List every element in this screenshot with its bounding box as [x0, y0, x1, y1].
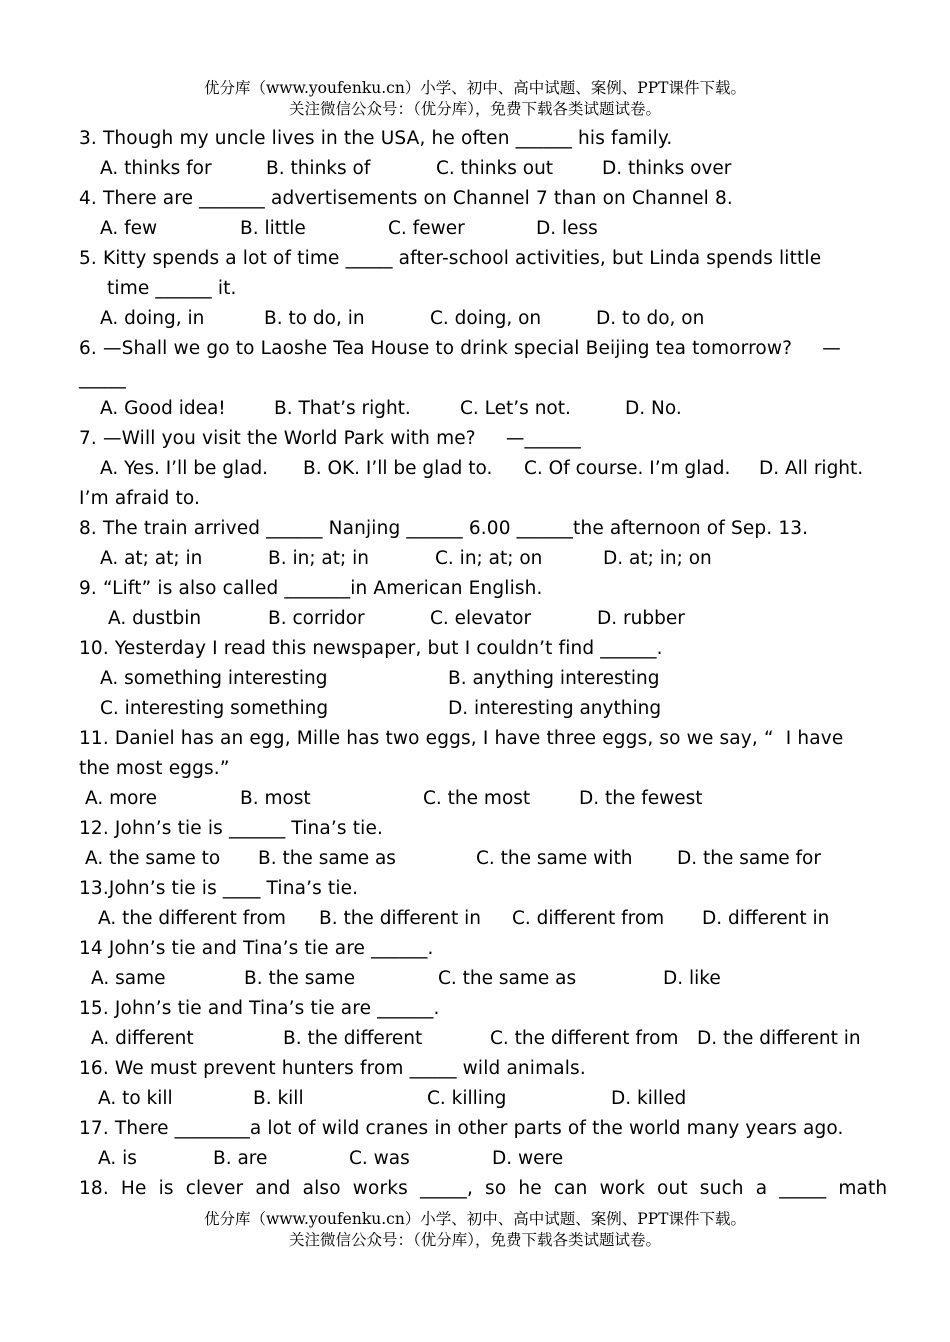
question-15-option-a: A. different: [91, 1028, 194, 1049]
question-16-option-b: B. kill: [253, 1088, 304, 1109]
question-6-answer-blank: _____: [79, 368, 126, 389]
question-10-option-d: D. interesting anything: [448, 698, 662, 719]
question-7-option-d: D. All right.: [759, 458, 864, 479]
question-5-option-d: D. to do, on: [596, 308, 705, 329]
question-11-option-d: D. the fewest: [579, 788, 703, 809]
question-5-option-a: A. doing, in: [100, 308, 205, 329]
question-4-option-a: A. few: [100, 218, 158, 239]
question-10-stem: 10. Yesterday I read this newspaper, but I couldn’t find ______.: [79, 638, 663, 659]
question-12-option-c: C. the same with: [476, 848, 633, 869]
question-13-option-b: B. the different in: [319, 908, 482, 929]
question-7-option-c: C. Of course. I’m glad.: [524, 458, 731, 479]
question-3-option-d: D. thinks over: [602, 158, 732, 179]
question-9-option-b: B. corridor: [268, 608, 365, 629]
question-16-option-d: D. killed: [611, 1088, 687, 1109]
question-5-option-c: C. doing, on: [430, 308, 542, 329]
question-11-option-c: C. the most: [423, 788, 531, 809]
question-11-option-b: B. most: [240, 788, 311, 809]
page-footer-line-1: 优分库（www.youfenku.cn）小学、初中、高中试题、案例、PPT课件下载。: [203, 1210, 747, 1228]
question-13-option-a: A. the different from: [98, 908, 286, 929]
question-14-stem: 14 John’s tie and Tina’s tie are ______.: [79, 938, 434, 959]
question-6-option-d: D. No.: [625, 398, 682, 419]
question-17-option-d: D. were: [492, 1148, 564, 1169]
question-17-option-c: C. was: [349, 1148, 410, 1169]
question-14-option-c: C. the same as: [438, 968, 577, 989]
question-10-option-c: C. interesting something: [100, 698, 329, 719]
question-3-option-b: B. thinks of: [266, 158, 371, 179]
question-15-option-b: B. the different: [283, 1028, 423, 1049]
question-10-option-b: B. anything interesting: [448, 668, 660, 689]
question-8-stem: 8. The train arrived ______ Nanjing ______ 6.00 ______the afternoon of Sep. 13.: [79, 518, 809, 539]
question-9-option-c: C. elevator: [430, 608, 532, 629]
question-5-stem: 5. Kitty spends a lot of time _____ after-school activities, but Linda spends little: [79, 248, 822, 269]
question-16-stem: 16. We must prevent hunters from _____ wild animals.: [79, 1058, 586, 1079]
question-6-option-c: C. Let’s not.: [460, 398, 571, 419]
question-14-option-b: B. the same: [244, 968, 356, 989]
question-11-stem-continued: the most eggs.”: [79, 758, 230, 779]
question-18-stem: 18. He is clever and also works _____, so he can work out such a _____ math: [79, 1178, 888, 1199]
question-13-stem: 13.John’s tie is ____ Tina’s tie.: [79, 878, 359, 899]
question-15-option-c: C. the different from: [490, 1028, 679, 1049]
question-4-stem: 4. There are _______ advertisements on Channel 7 than on Channel 8.: [79, 188, 733, 209]
question-5-option-b: B. to do, in: [264, 308, 365, 329]
question-12-option-d: D. the same for: [677, 848, 821, 869]
question-7-stem: 7. —Will you visit the World Park with me? —______: [79, 428, 581, 449]
question-15-option-d: D. the different in: [697, 1028, 861, 1049]
question-6-stem: 6. —Shall we go to Laoshe Tea House to drink special Beijing tea tomorrow? —: [79, 338, 841, 359]
question-17-stem: 17. There ________a lot of wild cranes in other parts of the world many years ago.: [79, 1118, 844, 1139]
question-9-option-a: A. dustbin: [108, 608, 202, 629]
question-6-option-b: B. That’s right.: [274, 398, 411, 419]
question-3-stem: 3. Though my uncle lives in the USA, he often ______ his family.: [79, 128, 673, 149]
question-8-option-a: A. at; at; in: [100, 548, 203, 569]
question-13-option-c: C. different from: [512, 908, 665, 929]
question-4-option-c: C. fewer: [388, 218, 465, 239]
question-12-option-a: A. the same to: [85, 848, 221, 869]
question-5-stem-continued: time ______ it.: [107, 278, 237, 299]
question-15-stem: 15. John’s tie and Tina’s tie are ______.: [79, 998, 440, 1019]
question-8-option-c: C. in; at; on: [435, 548, 543, 569]
question-7-option-b: B. OK. I’ll be glad to.: [303, 458, 493, 479]
page-footer-line-2: 关注微信公众号：（优分库），免费下载各类试题试卷。: [288, 1231, 661, 1249]
page-header-line-1: 优分库（www.youfenku.cn）小学、初中、高中试题、案例、PPT课件下载。: [203, 79, 747, 97]
question-8-option-b: B. in; at; in: [268, 548, 370, 569]
question-17-option-a: A. is: [98, 1148, 137, 1169]
question-6-option-a: A. Good idea!: [100, 398, 226, 419]
question-11-stem: 11. Daniel has an egg, Mille has two eggs, I have three eggs, so we say, “ I have: [79, 728, 844, 749]
question-12-option-b: B. the same as: [258, 848, 396, 869]
page-header-line-2: 关注微信公众号：（优分库），免费下载各类试题试卷。: [288, 100, 661, 118]
question-10-option-a: A. something interesting: [100, 668, 328, 689]
question-9-option-d: D. rubber: [597, 608, 685, 629]
question-12-stem: 12. John’s tie is ______ Tina’s tie.: [79, 818, 384, 839]
question-16-option-c: C. killing: [427, 1088, 507, 1109]
question-4-option-b: B. little: [240, 218, 306, 239]
question-9-stem: 9. “Lift” is also called _______in American English.: [79, 578, 543, 599]
question-4-option-d: D. less: [536, 218, 598, 239]
question-3-option-c: C. thinks out: [436, 158, 554, 179]
question-17-option-b: B. are: [213, 1148, 268, 1169]
question-14-option-d: D. like: [663, 968, 721, 989]
question-8-option-d: D. at; in; on: [603, 548, 712, 569]
question-14-option-a: A. same: [91, 968, 166, 989]
question-16-option-a: A. to kill: [98, 1088, 173, 1109]
question-3-option-a: A. thinks for: [100, 158, 212, 179]
question-7-option-d-continued: I’m afraid to.: [79, 488, 201, 509]
question-11-option-a: A. more: [85, 788, 158, 809]
question-13-option-d: D. different in: [702, 908, 830, 929]
question-7-option-a: A. Yes. I’ll be glad.: [100, 458, 269, 479]
